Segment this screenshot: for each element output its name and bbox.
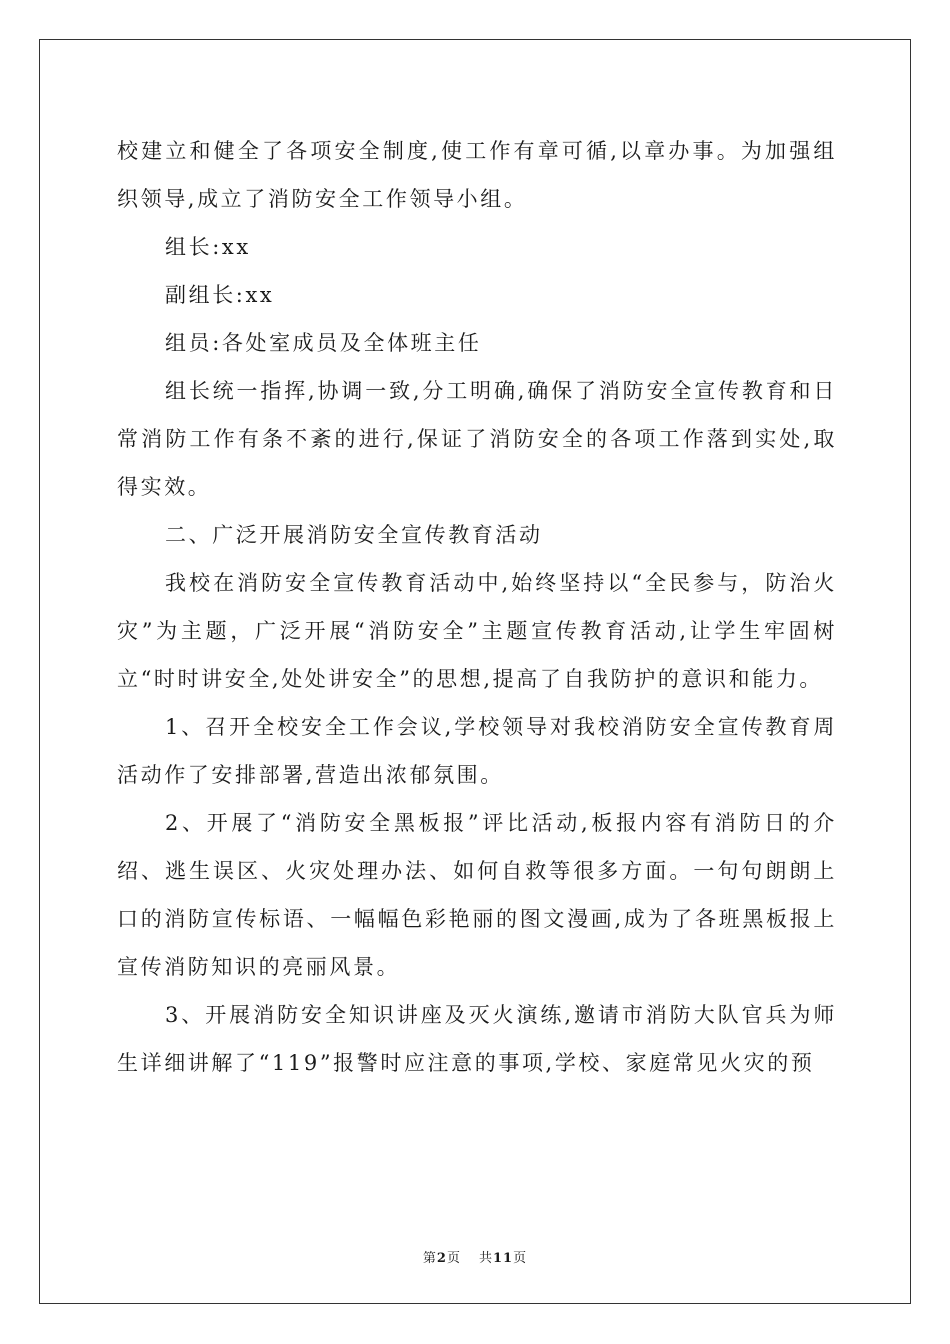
- paragraph-5: 组长统一指挥,协调一致,分工明确,确保了消防安全宣传教育和日常消防工作有条不紊的进行,保证了消防安全的各项工作落到实处,取得实效。: [117, 379, 837, 499]
- page-footer: [0, 1247, 950, 1266]
- section-heading: 二、广泛开展消防安全宣传教育活动: [165, 523, 543, 547]
- footer-total-suffix: 页: [513, 1251, 528, 1266]
- footer-total-pages: 11: [492, 1251, 514, 1266]
- paragraph-1: 校建立和健全了各项安全制度,使工作有章可循,以章办事。为加强组织领导,成立了消防安全工作领导小组。: [117, 139, 837, 211]
- paragraph-2: 组长:xx: [165, 235, 251, 259]
- footer-page-number: 2: [436, 1251, 447, 1266]
- footer-page-suffix: 页: [446, 1251, 461, 1266]
- footer-total-prefix: 共: [478, 1251, 493, 1266]
- paragraph-7: 我校在消防安全宣传教育活动中,始终坚持以“全民参与，防治火灾”为主题，广泛开展“消防安全”主题宣传教育活动,让学生牢固树立“时时讲安全,处处讲安全”的思想,提高了自我防护的意识和能力。: [117, 571, 837, 691]
- footer-page-prefix: 第: [422, 1251, 437, 1266]
- document-body: [117, 127, 837, 1087]
- list-item-1: 1、召开全校安全工作会议,学校领导对我校消防安全宣传教育周活动作了安排部署,营造出浓郁氛围。: [117, 715, 837, 787]
- paragraph-3: 副组长:xx: [165, 283, 275, 307]
- paragraph-4: 组员:各处室成员及全体班主任: [165, 331, 482, 355]
- list-item-2: 2、开展了“消防安全黑板报”评比活动,板报内容有消防日的介绍、逃生误区、火灾处理办法、如何自救等很多方面。一句句朗朗上口的消防宣传标语、一幅幅色彩艳丽的图文漫画,成为了各班黑板报上宣传消防知识的亮丽风景。: [117, 811, 837, 979]
- list-item-3: 3、开展消防安全知识讲座及灭火演练,邀请市消防大队官兵为师生详细讲解了“119”报警时应注意的事项,学校、家庭常见火灾的预: [117, 1003, 837, 1075]
